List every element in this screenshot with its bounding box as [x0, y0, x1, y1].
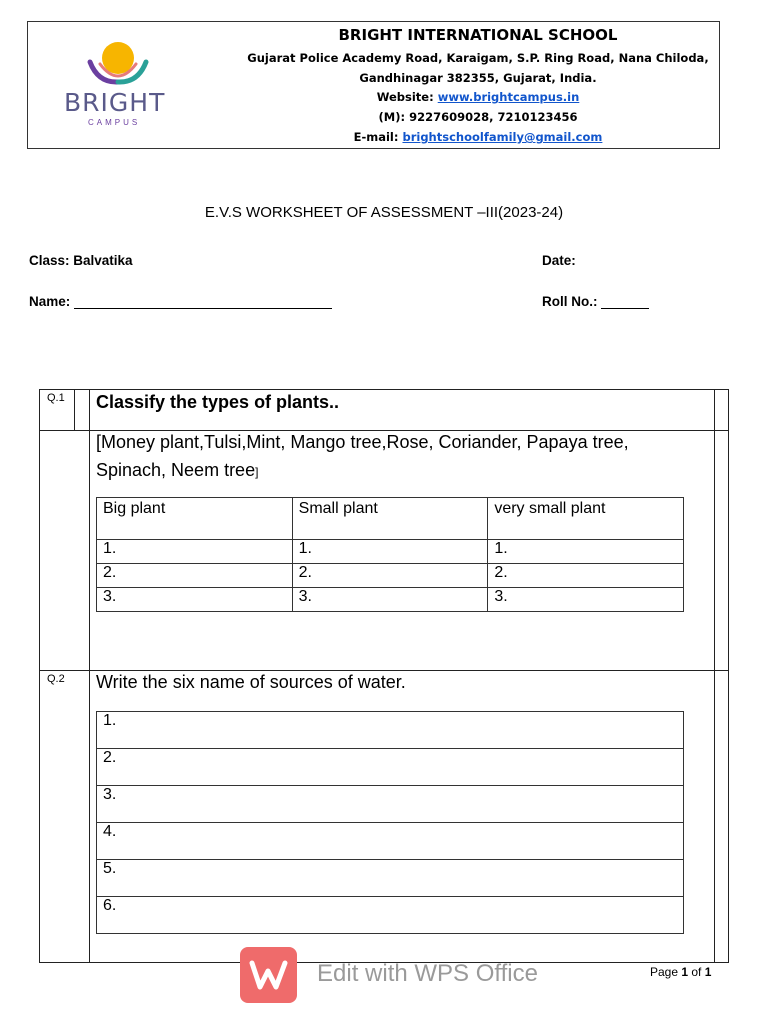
name-field[interactable]: Name: [29, 294, 332, 309]
q2-number: Q.2 [47, 673, 65, 685]
table-right-inner [714, 389, 715, 963]
q2-answer-row[interactable]: 2. [97, 749, 684, 786]
logo-word: BRIGHT [64, 88, 166, 117]
logo-sub: CAMPUS [88, 118, 141, 127]
q1-header-big: Big plant [97, 498, 293, 540]
q2-answer-row[interactable]: 6. [97, 897, 684, 934]
table-border-top [39, 389, 729, 390]
q1-cell[interactable]: 2. [97, 564, 293, 588]
class-label: Class: Balvatika [29, 253, 133, 268]
date-label: Date: [542, 253, 576, 268]
address-line-1: Gujarat Police Academy Road, Karaigam, S.P. Ring Road, Nana Chiloda, [247, 51, 709, 65]
website-line: Website: www.brightcampus.in [376, 90, 580, 104]
table-border-q2-divider [39, 670, 729, 671]
table-border-q1-divider [39, 430, 729, 431]
table-border-right [728, 389, 729, 963]
q2-answer-row[interactable]: 1. [97, 712, 684, 749]
q1-question: Classify the types of plants.. [96, 392, 340, 412]
q1-cell[interactable]: 3. [488, 588, 684, 612]
q2-answer-row[interactable]: 5. [97, 860, 684, 897]
bright-campus-logo [58, 38, 178, 133]
q2-answer-row[interactable]: 4. [97, 823, 684, 860]
mobile-line: (M): 9227609028, 7210123456 [378, 110, 578, 124]
q2-answer-row[interactable]: 3. [97, 786, 684, 823]
wps-edit-link[interactable]: Edit with WPS Office [317, 960, 538, 987]
address-line-2: Gandhinagar 382355, Gujarat, India. [359, 71, 597, 85]
q1-header-very-small: very small plant [488, 498, 684, 540]
wps-logo-icon[interactable] [240, 947, 297, 1003]
school-name: BRIGHT INTERNATIONAL SCHOOL [338, 26, 618, 44]
q1-cell[interactable]: 1. [488, 540, 684, 564]
q1-cell[interactable]: 1. [97, 540, 293, 564]
roll-field[interactable]: Roll No.: [542, 294, 649, 309]
table-border-left [39, 389, 40, 963]
worksheet-title: E.V.S WORKSHEET OF ASSESSMENT –III(2023-24) [204, 204, 564, 221]
table-number-col-left [74, 389, 75, 431]
email-line: E-mail: brightschoolfamily@gmail.com [353, 130, 603, 144]
q2-answer-table [96, 711, 684, 934]
q1-cell[interactable]: 3. [292, 588, 488, 612]
q1-cell[interactable]: 1. [292, 540, 488, 564]
q1-number: Q.1 [47, 392, 65, 404]
page-indicator: Page 1 of 1 [650, 965, 712, 979]
email-link[interactable]: brightschoolfamily@gmail.com [402, 130, 603, 144]
q1-header-small: Small plant [292, 498, 488, 540]
q1-word-list-line2: Spinach, Neem tree] [96, 460, 259, 480]
q1-classification-table [96, 497, 684, 612]
q1-word-list-line1: [Money plant,Tulsi,Mint, Mango tree,Rose, Coriander, Papaya tree, [96, 432, 629, 452]
q1-cell[interactable]: 2. [488, 564, 684, 588]
website-link[interactable]: www.brightcampus.in [437, 90, 580, 104]
q2-question: Write the six name of sources of water. [96, 672, 406, 692]
table-number-col-right [89, 389, 90, 963]
q1-cell[interactable]: 3. [97, 588, 293, 612]
q1-cell[interactable]: 2. [292, 564, 488, 588]
